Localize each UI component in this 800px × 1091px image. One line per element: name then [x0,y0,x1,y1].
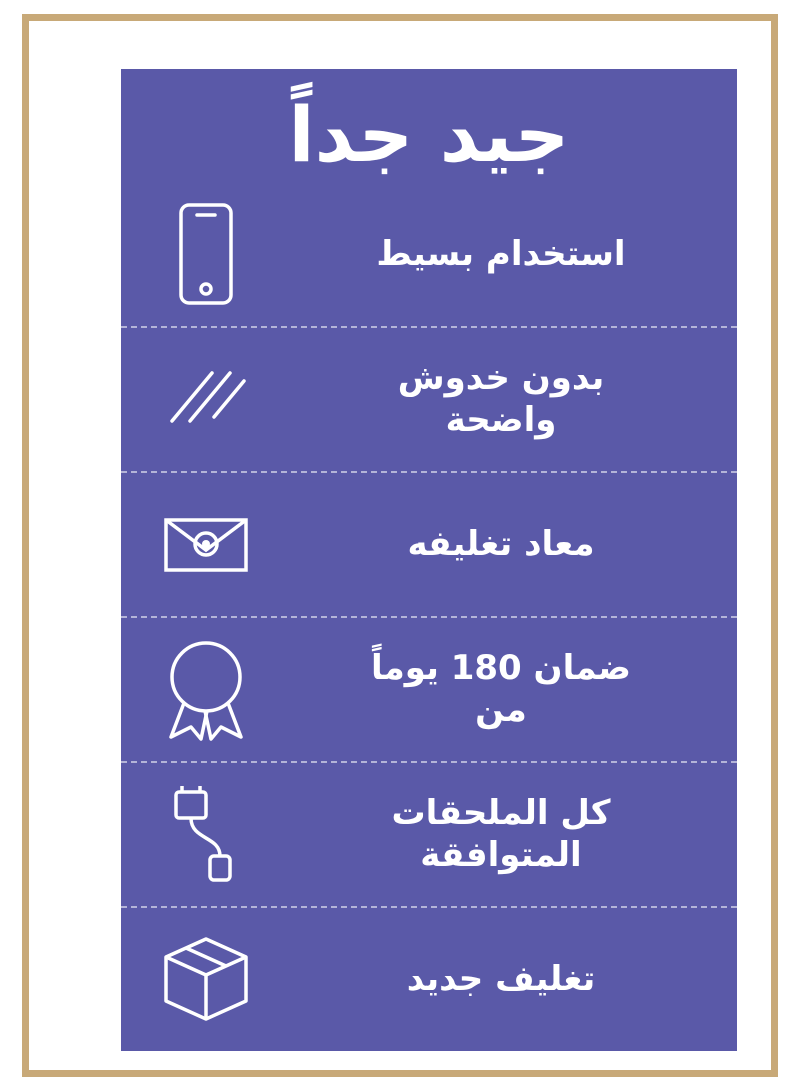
gold-frame [22,14,778,1077]
list-item [121,906,737,1051]
page-title: جيد جداً [288,90,570,179]
feature-label: استخدام بسيط [376,234,626,275]
list-item [121,761,737,906]
scratches-icon [131,344,281,454]
list-item [121,471,737,616]
sealed-envelope-icon [131,489,281,599]
warranty-badge-icon [131,634,281,744]
list-item [121,326,737,471]
feature-label: ضمان 180 يوماً من [370,647,631,731]
smartphone-icon [131,199,281,309]
feature-card [121,69,737,1051]
feature-label: تغليف جديد [406,959,596,1000]
feature-label: كل الملحقات المتوافقة [391,792,611,876]
feature-label: بدون خدوش واضحة [397,357,605,441]
list-item [121,183,737,326]
list-item [121,616,737,761]
feature-label: معاد تغليفه [407,524,595,565]
feature-list [121,183,737,1051]
usb-cable-icon [131,779,281,889]
box-icon [131,924,281,1034]
